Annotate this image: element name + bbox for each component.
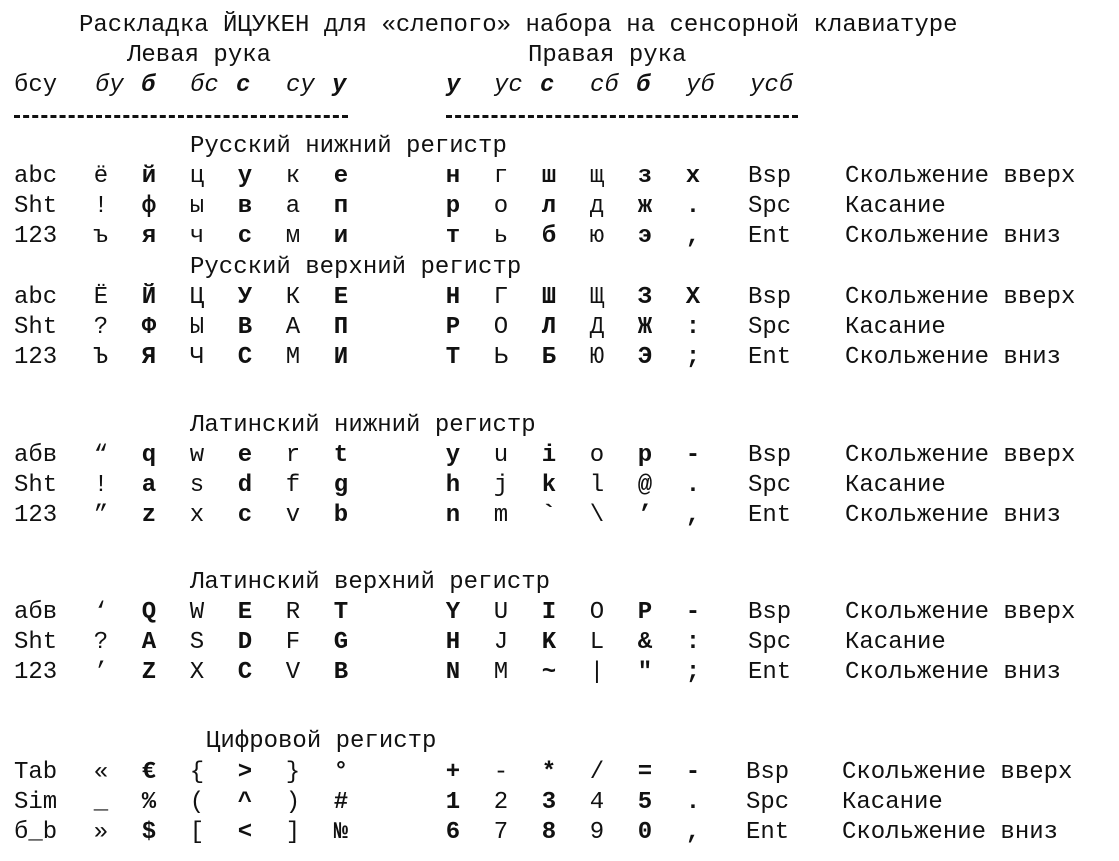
key-char: г <box>493 163 509 190</box>
gesture-action: Скольжение вверх <box>842 759 1073 786</box>
key-char: 6 <box>445 819 461 846</box>
key-char: ц <box>189 163 205 190</box>
key-char: ! <box>93 472 109 499</box>
key-char: ` <box>541 502 557 529</box>
key-char: Ш <box>541 284 557 311</box>
left-hand-heading: Левая рука <box>127 42 272 69</box>
key-char: С <box>237 344 253 371</box>
key-char: . <box>685 789 701 816</box>
key-char: M <box>493 659 509 686</box>
key-char: й <box>141 163 157 190</box>
special-key: Ent <box>748 344 792 371</box>
special-key: Spc <box>748 193 792 220</box>
key-char: П <box>333 314 349 341</box>
key-char: u <box>493 442 509 469</box>
key-char: щ <box>589 163 605 190</box>
register-title: Русский нижний регистр <box>190 133 507 160</box>
key-char: t <box>333 442 349 469</box>
key-char: ь <box>493 223 509 250</box>
special-key: Bsp <box>748 599 792 626</box>
register-title: Цифровой регистр <box>206 728 437 755</box>
key-char: л <box>541 193 557 220</box>
key-char: , <box>685 502 701 529</box>
key-char: т <box>445 223 461 250</box>
key-char: U <box>493 599 509 626</box>
key-char: « <box>93 759 109 786</box>
key-char: L <box>589 629 605 656</box>
key-char: Ж <box>637 314 653 341</box>
key-char: ю <box>589 223 605 250</box>
key-char: G <box>333 629 349 656</box>
key-char: e <box>237 442 253 469</box>
special-key: Ent <box>748 223 792 250</box>
key-char: Ф <box>141 314 157 341</box>
key-char: H <box>445 629 461 656</box>
key-char: > <box>237 759 253 786</box>
key-char: Я <box>141 344 157 371</box>
key-char: ’ <box>93 659 109 686</box>
key-char: Y <box>445 599 461 626</box>
key-char: : <box>685 629 701 656</box>
key-char: . <box>685 193 701 220</box>
key-char: Ю <box>589 344 605 371</box>
key-char: З <box>637 284 653 311</box>
key-char: Ъ <box>93 344 109 371</box>
key-char: Й <box>141 284 157 311</box>
key-char: % <box>141 789 157 816</box>
key-char: | <box>589 659 605 686</box>
row-label: Tab <box>14 759 58 786</box>
gesture-action: Касание <box>845 629 946 656</box>
key-char: 0 <box>637 819 653 846</box>
gesture-action: Скольжение вниз <box>842 819 1059 846</box>
key-char: X <box>189 659 205 686</box>
special-key: Ent <box>746 819 790 846</box>
row-label: Sht <box>14 629 58 656</box>
key-char: c <box>237 502 253 529</box>
key-char: Б <box>541 344 557 371</box>
key-char: l <box>589 472 605 499</box>
key-char: z <box>141 502 157 529</box>
key-char: < <box>237 819 253 846</box>
key-char: , <box>685 223 701 250</box>
key-char: Щ <box>589 284 605 311</box>
key-char: - <box>685 759 701 786</box>
key-char: я <box>141 223 157 250</box>
legend-item: су <box>286 72 315 99</box>
register-title: Латинский нижний регистр <box>190 412 536 439</box>
key-char: д <box>589 193 605 220</box>
key-char: Z <box>141 659 157 686</box>
gesture-action: Скольжение вниз <box>845 659 1062 686</box>
key-char: ф <box>141 193 157 220</box>
key-char: R <box>285 599 301 626</box>
special-key: Bsp <box>748 163 792 190</box>
key-char: n <box>445 502 461 529</box>
legend-item: усб <box>750 72 794 99</box>
key-char: б <box>541 223 557 250</box>
row-label: Sim <box>14 789 58 816</box>
right-hand-heading: Правая рука <box>528 42 687 69</box>
key-char: ° <box>333 759 349 786</box>
key-char: K <box>541 629 557 656</box>
key-char: A <box>141 629 157 656</box>
legend-item: с <box>236 72 251 99</box>
row-label: Sht <box>14 472 58 499</box>
key-char: P <box>637 599 653 626</box>
key-char: ’ <box>637 502 653 529</box>
key-char: “ <box>93 442 109 469</box>
key-char: о <box>493 193 509 220</box>
key-char: ) <box>285 789 301 816</box>
gesture-action: Скольжение вверх <box>845 442 1076 469</box>
key-char: 4 <box>589 789 605 816</box>
key-char: 8 <box>541 819 557 846</box>
key-char: м <box>285 223 301 250</box>
key-char: r <box>285 442 301 469</box>
key-char: № <box>333 819 349 846</box>
key-char: Q <box>141 599 157 626</box>
key-char: q <box>141 442 157 469</box>
key-char: & <box>637 629 653 656</box>
key-char: Е <box>333 284 349 311</box>
key-char: М <box>285 344 301 371</box>
legend-item: у <box>446 72 461 99</box>
gesture-action: Скольжение вниз <box>845 502 1062 529</box>
key-char: Ц <box>189 284 205 311</box>
key-char: F <box>285 629 301 656</box>
key-char: / <box>589 759 605 786</box>
gesture-action: Скольжение вниз <box>845 344 1062 371</box>
special-key: Spc <box>748 472 792 499</box>
key-char: y <box>445 442 461 469</box>
key-char: i <box>541 442 557 469</box>
key-char: _ <box>93 789 109 816</box>
key-char: h <box>445 472 461 499</box>
special-key: Spc <box>746 789 790 816</box>
key-char: в <box>237 193 253 220</box>
key-char: ; <box>685 659 701 686</box>
key-char: 5 <box>637 789 653 816</box>
legend-item: с <box>540 72 555 99</box>
key-char: Л <box>541 314 557 341</box>
gesture-action: Касание <box>845 472 946 499</box>
key-char: } <box>285 759 301 786</box>
key-char: Д <box>589 314 605 341</box>
key-char: а <box>285 193 301 220</box>
gesture-action: Скольжение вниз <box>845 223 1062 250</box>
special-key: Ent <box>748 659 792 686</box>
key-char: E <box>237 599 253 626</box>
key-char: к <box>285 163 301 190</box>
key-char: w <box>189 442 205 469</box>
key-char: Ы <box>189 314 205 341</box>
key-char: ~ <box>541 659 557 686</box>
key-char: , <box>685 819 701 846</box>
key-char: = <box>637 759 653 786</box>
key-char: 3 <box>541 789 557 816</box>
key-char: S <box>189 629 205 656</box>
legend-item: уб <box>686 72 715 99</box>
right-hand-divider <box>446 115 798 118</box>
key-char: € <box>141 759 157 786</box>
key-char: O <box>589 599 605 626</box>
legend-item: бс <box>190 72 219 99</box>
special-key: Ent <box>748 502 792 529</box>
gesture-action: Касание <box>845 193 946 220</box>
key-char: o <box>589 442 605 469</box>
key-char: - <box>685 442 701 469</box>
key-char: В <box>237 314 253 341</box>
key-char: Н <box>445 284 461 311</box>
key-char: * <box>541 759 557 786</box>
key-char: э <box>637 223 653 250</box>
key-char: Х <box>685 284 701 311</box>
row-label: Sht <box>14 193 58 220</box>
key-char: з <box>637 163 653 190</box>
key-char: ъ <box>93 223 109 250</box>
key-char: N <box>445 659 461 686</box>
page-title: Раскладка ЙЦУКЕН для «слепого» набора на сенсорной клавиатуре <box>79 12 958 39</box>
row-label: 123 <box>14 502 58 529</box>
key-char: 9 <box>589 819 605 846</box>
special-key: Bsp <box>748 284 792 311</box>
key-char: " <box>637 659 653 686</box>
legend-item: б <box>141 72 156 99</box>
row-label: б_b <box>14 819 58 846</box>
key-char: Ь <box>493 344 509 371</box>
gesture-action: Касание <box>845 314 946 341</box>
key-char: ы <box>189 193 205 220</box>
key-char: О <box>493 314 509 341</box>
key-char: : <box>685 314 701 341</box>
key-char: ” <box>93 502 109 529</box>
key-char: ? <box>93 314 109 341</box>
register-title: Латинский верхний регистр <box>190 569 551 596</box>
key-char: # <box>333 789 349 816</box>
key-char: » <box>93 819 109 846</box>
left-hand-divider <box>14 115 348 118</box>
key-char: j <box>493 472 509 499</box>
key-char: @ <box>637 472 653 499</box>
key-char: ш <box>541 163 557 190</box>
key-char: п <box>333 193 349 220</box>
special-key: Spc <box>748 629 792 656</box>
key-char: е <box>333 163 349 190</box>
key-char: ё <box>93 163 109 190</box>
row-label: Sht <box>14 314 58 341</box>
key-char: ‘ <box>93 599 109 626</box>
register-title: Русский верхний регистр <box>190 254 522 281</box>
row-label: abc <box>14 284 58 311</box>
row-label: абв <box>14 442 58 469</box>
key-char: у <box>237 163 253 190</box>
key-char: ! <box>93 193 109 220</box>
key-char: $ <box>141 819 157 846</box>
key-char: x <box>189 502 205 529</box>
legend-item: сб <box>590 72 619 99</box>
row-label: 123 <box>14 659 58 686</box>
key-char: m <box>493 502 509 529</box>
key-char: 2 <box>493 789 509 816</box>
key-char: V <box>285 659 301 686</box>
key-char: ( <box>189 789 205 816</box>
key-char: с <box>237 223 253 250</box>
key-char: f <box>285 472 301 499</box>
gesture-action: Скольжение вверх <box>845 284 1076 311</box>
legend-item: б <box>636 72 651 99</box>
gesture-action: Скольжение вверх <box>845 163 1076 190</box>
key-char: I <box>541 599 557 626</box>
key-char: d <box>237 472 253 499</box>
key-char: 7 <box>493 819 509 846</box>
key-char: J <box>493 629 509 656</box>
key-char: ; <box>685 344 701 371</box>
row-label: 123 <box>14 344 58 371</box>
key-char: D <box>237 629 253 656</box>
key-char: k <box>541 472 557 499</box>
gesture-action: Скольжение вверх <box>845 599 1076 626</box>
row-label: 123 <box>14 223 58 250</box>
key-char: p <box>637 442 653 469</box>
legend-item: бсу <box>14 72 58 99</box>
key-char: Т <box>445 344 461 371</box>
special-key: Spc <box>748 314 792 341</box>
key-char: Э <box>637 344 653 371</box>
key-char: - <box>685 599 701 626</box>
key-char: 1 <box>445 789 461 816</box>
row-label: абв <box>14 599 58 626</box>
key-char: ? <box>93 629 109 656</box>
key-char: и <box>333 223 349 250</box>
key-char: ч <box>189 223 205 250</box>
special-key: Bsp <box>746 759 790 786</box>
key-char: Ё <box>93 284 109 311</box>
key-char: ] <box>285 819 301 846</box>
key-char: + <box>445 759 461 786</box>
legend-item: бу <box>95 72 124 99</box>
key-char: А <box>285 314 301 341</box>
key-char: s <box>189 472 205 499</box>
key-char: Р <box>445 314 461 341</box>
key-char: Г <box>493 284 509 311</box>
key-char: a <box>141 472 157 499</box>
key-char: \ <box>589 502 605 529</box>
legend-item: ус <box>494 72 523 99</box>
key-char: У <box>237 284 253 311</box>
key-char: T <box>333 599 349 626</box>
key-char: g <box>333 472 349 499</box>
key-char: v <box>285 502 301 529</box>
key-char: b <box>333 502 349 529</box>
key-char: . <box>685 472 701 499</box>
key-char: р <box>445 193 461 220</box>
legend-item: у <box>332 72 347 99</box>
key-char: И <box>333 344 349 371</box>
key-char: К <box>285 284 301 311</box>
key-char: Ч <box>189 344 205 371</box>
key-char: ж <box>637 193 653 220</box>
row-label: abc <box>14 163 58 190</box>
key-char: - <box>493 759 509 786</box>
key-char: н <box>445 163 461 190</box>
gesture-action: Касание <box>842 789 943 816</box>
key-char: ^ <box>237 789 253 816</box>
key-char: х <box>685 163 701 190</box>
special-key: Bsp <box>748 442 792 469</box>
key-char: W <box>189 599 205 626</box>
key-char: B <box>333 659 349 686</box>
key-char: { <box>189 759 205 786</box>
key-char: C <box>237 659 253 686</box>
key-char: [ <box>189 819 205 846</box>
